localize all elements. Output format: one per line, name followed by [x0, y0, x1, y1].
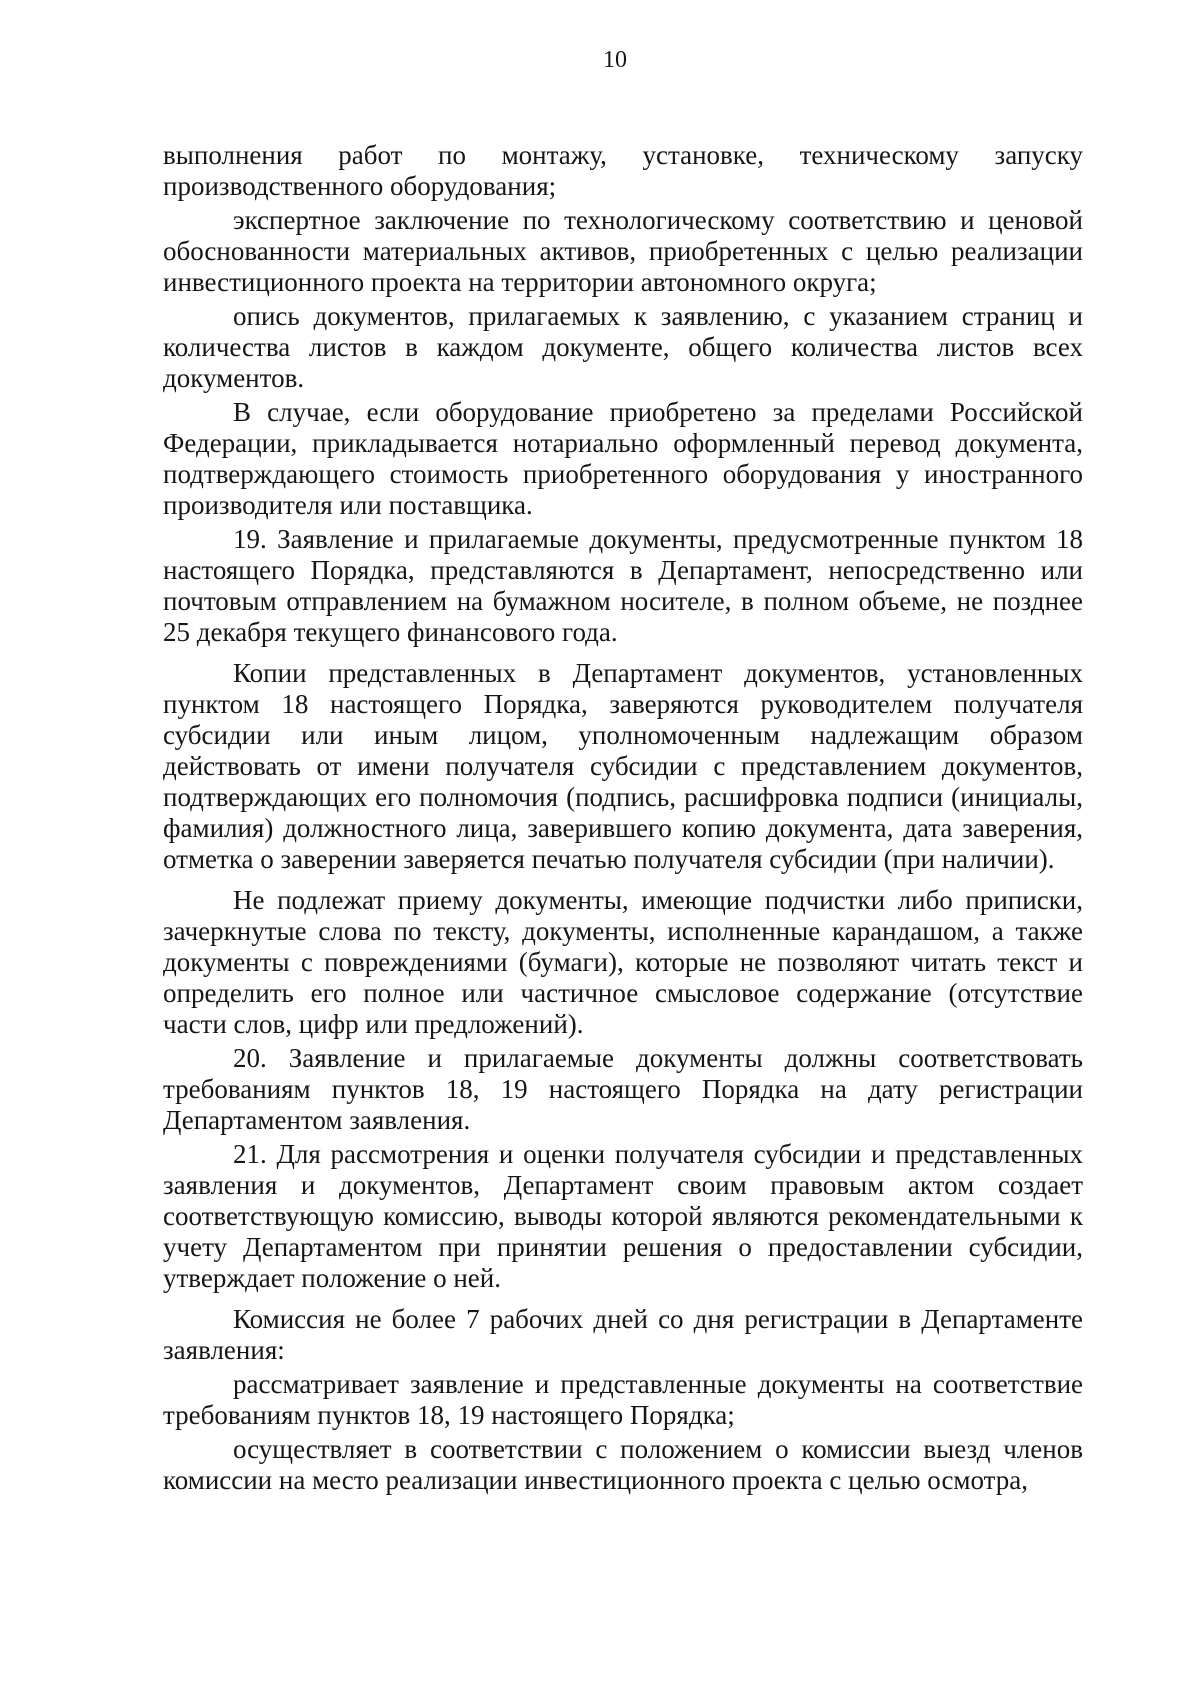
paragraph-clause-20: 20. Заявление и прилагаемые документы должны соответствовать требованиям пунктов 18, 19 настоящего Порядка на дату регистрации Департаментом заявления.: [163, 1043, 1083, 1135]
paragraph-continuation: выполнения работ по монтажу, установке, техническому запуску производственного оборудования;: [163, 140, 1083, 201]
paragraph-not-accepted: Не подлежат приему документы, имеющие подчистки либо приписки, зачеркнутые слова по тексту, документы, исполненные карандашом, а также документы с повреждениями (бумаги), которые не позволяют читать текст и определить его полное или частичное смысловое содержание (отсутствие части слов, цифр или предложений).: [163, 885, 1083, 1039]
paragraph-foreign-equipment: В случае, если оборудование приобретено за пределами Российской Федерации, прикладывается нотариально оформленный перевод документа, подтверждающего стоимость приобретенного оборудования у иностранного производителя или поставщика.: [163, 397, 1083, 520]
paragraph-copies-certification: Копии представленных в Департамент документов, установленных пунктом 18 настоящего Порядка, заверяются руководителем получателя субсидии или иным лицом, уполномоченным надлежащим образом действовать от имени получателя субсидии с представлением документов, подтверждающих его полномочия (подпись, расшифровка подписи (инициалы, фамилия) должностного лица, заверившего копию документа, дата заверения, отметка о заверении заверяется печатью получателя субсидии (при наличии).: [163, 658, 1083, 874]
document-body: [163, 140, 1083, 1499]
paragraph-commission-reviews: рассматривает заявление и представленные документы на соответствие требованиям пунктов 18, 19 настоящего Порядка;: [163, 1369, 1083, 1430]
paragraph-commission: Комиссия не более 7 рабочих дней со дня регистрации в Департаменте заявления:: [163, 1304, 1083, 1365]
paragraph-clause-19: 19. Заявление и прилагаемые документы, предусмотренные пунктом 18 настоящего Порядка, представляются в Департамент, непосредственно или почтовым отправлением на бумажном носителе, в полном объеме, не позднее 25 декабря текущего финансового года.: [163, 524, 1083, 647]
paragraph-document-inventory: опись документов, прилагаемых к заявлению, с указанием страниц и количества листов в каждом документе, общего количества листов всех документов.: [163, 301, 1083, 393]
paragraph-expert-conclusion: экспертное заключение по технологическому соответствию и ценовой обоснованности материальных активов, приобретенных с целью реализации инвестиционного проекта на территории автономного округа;: [163, 205, 1083, 297]
paragraph-commission-visit: осуществляет в соответствии с положением о комиссии выезд членов комиссии на место реализации инвестиционного проекта с целью осмотра,: [163, 1434, 1083, 1495]
paragraph-clause-21: 21. Для рассмотрения и оценки получателя субсидии и представленных заявления и документов, Департамент своим правовым актом создает соответствующую комиссию, выводы которой являются рекомендательными к учету Департаментом при принятии решения о предоставлении субсидии, утверждает положение о ней.: [163, 1139, 1083, 1293]
page-number: 10: [603, 47, 627, 73]
